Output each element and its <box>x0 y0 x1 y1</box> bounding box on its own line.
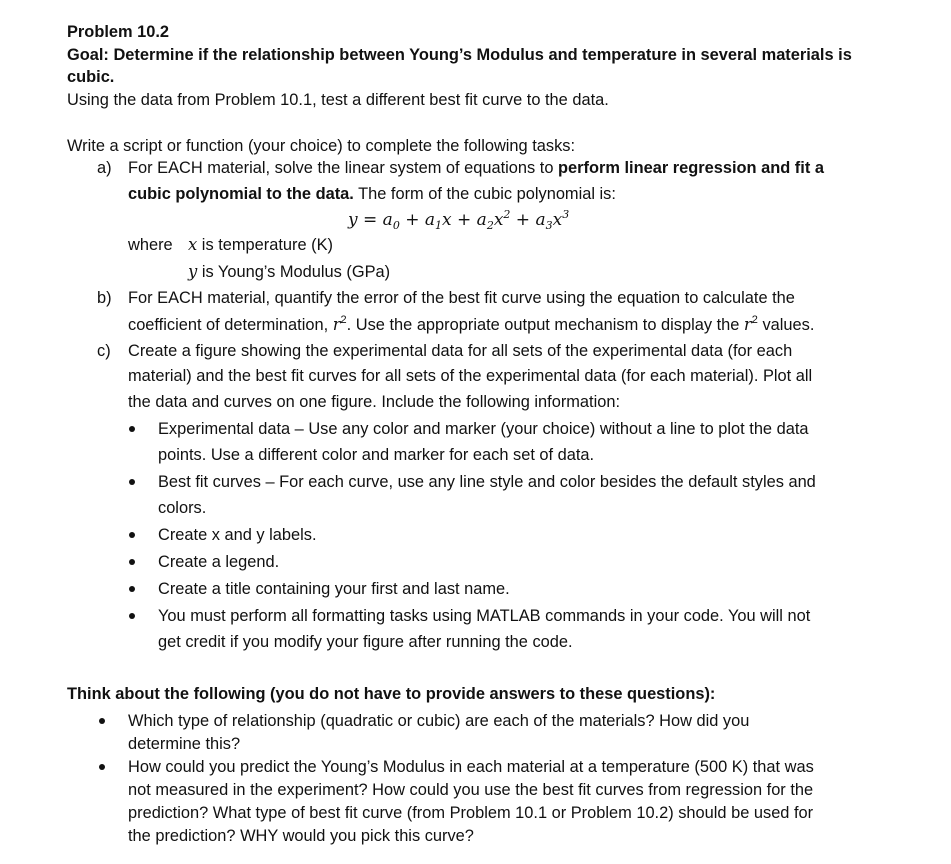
bullet-dot <box>99 718 105 724</box>
x-definition: x is temperature (K) <box>188 235 333 254</box>
think-bullet-2-line-2: not measured in the experiment? How could you use the best fit curves from regression for the <box>128 781 814 799</box>
task-a-marker: a) <box>97 159 112 177</box>
think-bullet-2-line-1: How could you predict the Young’s Modulus in each material at a temperature (500 K) that was <box>128 758 814 776</box>
intro-text: Using the data from Problem 10.1, test a different best fit curve to the data. <box>67 91 609 109</box>
task-c-bullet-6-line-2: get credit if you modify your figure after running the code. <box>158 633 573 651</box>
think-bullet-2-line-4: the prediction? WHY would you pick this curve? <box>128 827 474 845</box>
task-c-bullet-1-line-1: Experimental data – Use any color and marker (your choice) without a line to plot the data <box>158 420 809 438</box>
task-c-bullet-3: Create x and y labels. <box>158 526 317 544</box>
bullet-dot <box>129 479 135 485</box>
task-a-line-2: cubic polynomial to the data. The form of the cubic polynomial is: <box>128 185 616 203</box>
task-c-line-3: the data and curves on one figure. Include the following information: <box>128 393 621 411</box>
where-label: where <box>128 236 173 254</box>
task-c-marker: c) <box>97 342 111 360</box>
task-c-bullet-2-line-2: colors. <box>158 499 207 517</box>
bullet-dot <box>129 426 135 432</box>
tasks-intro: Write a script or function (your choice) to complete the following tasks: <box>67 137 576 155</box>
think-bullet-1-line-1: Which type of relationship (quadratic or cubic) are each of the materials? How did you <box>128 712 750 730</box>
cubic-equation: $y = a_0 + a_1x + a_2x^2 + a_3x^3$ <box>348 208 570 232</box>
task-c-line-2: material) and the best fit curves for all sets of the experimental data (for each material). Plot all <box>128 367 813 385</box>
bullet-dot <box>129 559 135 565</box>
goal-line-1: Goal: Determine if the relationship between Young’s Modulus and temperature in several materials is <box>67 46 852 64</box>
task-b-marker: b) <box>97 289 112 307</box>
task-c-bullet-2-line-1: Best fit curves – For each curve, use any line style and color besides the default styles and <box>158 473 816 491</box>
bullet-dot <box>99 764 105 770</box>
bullet-dot <box>129 532 135 538</box>
think-heading: Think about the following (you do not have to provide answers to these questions): <box>67 685 716 703</box>
task-c-bullet-1-line-2: points. Use a different color and marker for each set of data. <box>158 446 595 464</box>
task-c-bullet-6-line-1: You must perform all formatting tasks using MATLAB commands in your code. You will not <box>158 607 811 625</box>
bullet-dot <box>129 613 135 619</box>
task-b-line-2: coefficient of determination, $r^2$. Use the appropriate output mechanism to display the $r^2$ values. <box>128 314 815 334</box>
task-c-line-1: Create a figure showing the experimental data for all sets of the experimental data (for each <box>128 342 793 360</box>
task-a-line-1: For EACH material, solve the linear system of equations to perform linear regression and fit a <box>128 159 824 177</box>
task-b-line-1: For EACH material, quantify the error of the best fit curve using the equation to calculate the <box>128 289 795 307</box>
task-c-bullet-4: Create a legend. <box>158 553 280 571</box>
problem-title: Problem 10.2 <box>67 23 170 41</box>
y-definition: y is Young’s Modulus (GPa) <box>188 262 391 281</box>
task-c-bullet-5: Create a title containing your first and last name. <box>158 580 510 598</box>
bullet-dot <box>129 586 135 592</box>
think-bullet-1-line-2: determine this? <box>128 735 241 753</box>
think-bullet-2-line-3: prediction? What type of best fit curve (from Problem 10.1 or Problem 10.2) should be used for <box>128 804 814 822</box>
goal-line-2: cubic. <box>67 68 115 86</box>
